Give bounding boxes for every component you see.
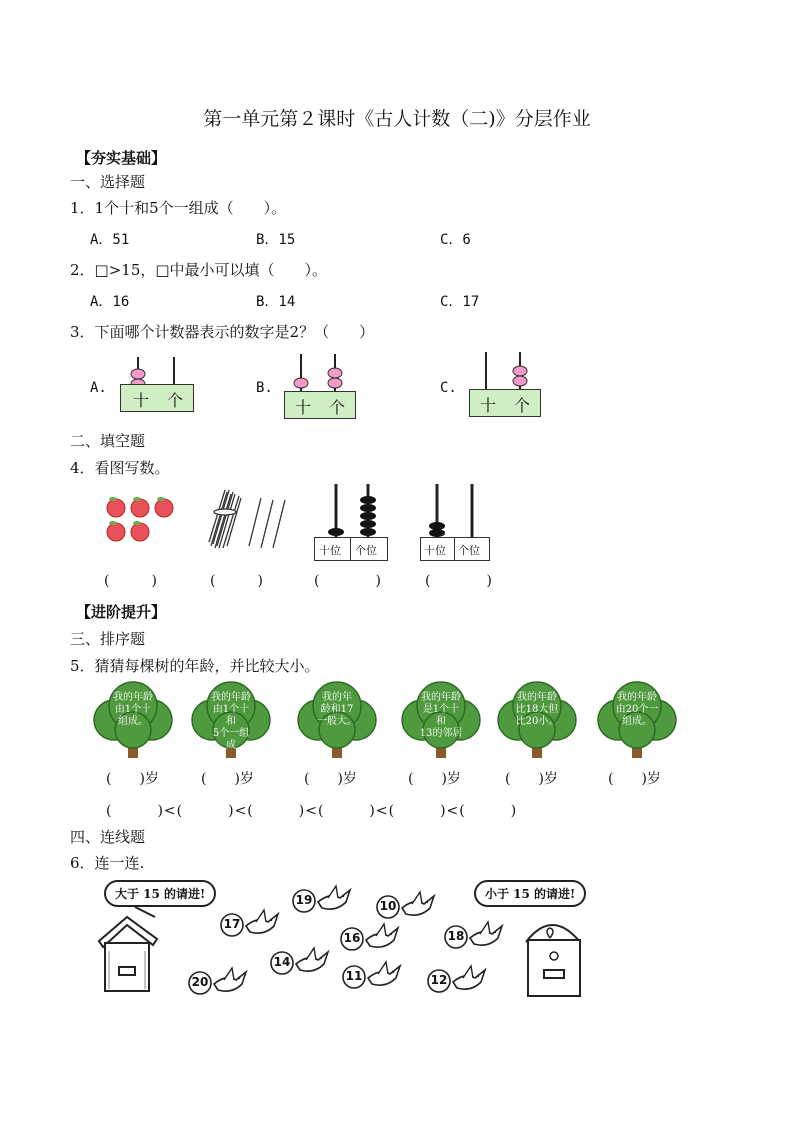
- counter-c-box: [469, 389, 541, 417]
- bird-number: 17: [223, 917, 241, 931]
- sticks-image: [205, 488, 290, 554]
- left-house-sign: 大于 15 的请进!: [104, 880, 216, 907]
- bird-19[interactable]: [290, 882, 356, 916]
- part4-heading: 四、连线题: [70, 828, 146, 846]
- counter-4a-rods: [314, 482, 390, 538]
- bird-number: 19: [295, 893, 313, 907]
- counter-4b-tens: 十位: [424, 544, 446, 557]
- counter-b-ones: 个: [329, 398, 346, 417]
- counter-b-tens: 十: [295, 398, 312, 417]
- q2-option-a[interactable]: A．16: [90, 294, 130, 310]
- peaches-image: [102, 494, 180, 546]
- bird-number: 20: [191, 975, 209, 989]
- q4-blank-2[interactable]: ( ): [210, 573, 263, 589]
- left-birdhouse: [95, 905, 165, 997]
- q2-option-b[interactable]: B．14: [256, 294, 296, 310]
- counter-4b-ones: 个位: [458, 544, 480, 557]
- bird-20[interactable]: [186, 964, 252, 998]
- section-basic: 【夯实基础】: [76, 149, 167, 167]
- tree-age-blank-6[interactable]: ( )岁: [608, 771, 661, 787]
- counter-c-ones: 个: [514, 396, 531, 415]
- q3-option-c[interactable]: C.: [440, 380, 457, 396]
- bird-number: 14: [273, 955, 291, 969]
- tree-age-blank-3[interactable]: ( )岁: [304, 771, 357, 787]
- right-birdhouse: [520, 912, 590, 998]
- bird-17[interactable]: [218, 906, 284, 940]
- tree-text-2: 我的年龄 由1个十和 5个一组成: [211, 692, 251, 751]
- counter-c-tens: 十: [480, 396, 497, 415]
- page-title: 第一单元第２课时《古人计数（二)》分层作业: [203, 108, 591, 130]
- question-1: 1．1个十和5个一组成（ ）。: [70, 199, 287, 217]
- compare-row[interactable]: ( )<( )<( )<( )<( )<( ): [106, 803, 518, 819]
- tree-age-blank-2[interactable]: ( )岁: [201, 771, 254, 787]
- bird-number: 16: [343, 931, 361, 945]
- counter-a-box: [120, 384, 194, 412]
- counter-4a-ones: 个位: [355, 544, 377, 557]
- counter-4b-box: [420, 537, 490, 561]
- part1-heading: 一、选择题: [70, 173, 146, 191]
- q2-option-c[interactable]: C．17: [440, 294, 480, 310]
- part3-heading: 三、排序题: [70, 630, 146, 648]
- tree-age-blank-5[interactable]: ( )岁: [505, 771, 558, 787]
- question-2: 2．□>15，□中最小可以填（ ）。: [70, 261, 328, 279]
- q4-blank-4[interactable]: ( ): [425, 573, 492, 589]
- bird-number: 12: [430, 973, 448, 987]
- bird-12[interactable]: [425, 962, 491, 996]
- q3-option-b[interactable]: B.: [256, 380, 273, 396]
- counter-b-box: [284, 391, 356, 419]
- question-3: 3．下面哪个计数器表示的数字是2？（ ）: [70, 323, 375, 341]
- tree-text-5: 我的年龄 比18大但 比20小。: [515, 692, 559, 727]
- tree-text-6: 我的年龄 由20个一 组成。: [615, 692, 659, 727]
- bird-number: 10: [379, 899, 397, 913]
- counter-a-tens: 十: [133, 391, 150, 410]
- q4-blank-3[interactable]: ( ): [314, 573, 381, 589]
- section-advanced: 【进阶提升】: [76, 603, 167, 621]
- bird-10[interactable]: [374, 888, 440, 922]
- bird-number: 11: [345, 969, 363, 983]
- bird-number: 18: [447, 929, 465, 943]
- bird-14[interactable]: [268, 944, 334, 978]
- q1-option-c[interactable]: C．6: [440, 232, 471, 248]
- counter-4a-tens: 十位: [319, 544, 341, 557]
- right-house-sign: 小于 15 的请进!: [474, 880, 586, 907]
- q3-option-a[interactable]: A.: [90, 380, 107, 396]
- counter-a-ones: 个: [167, 391, 184, 410]
- counter-4a-box: [314, 537, 388, 561]
- counter-4b-rods: [420, 482, 496, 538]
- question-6: 6．连一连.: [70, 854, 145, 872]
- bird-11[interactable]: [340, 958, 406, 992]
- q1-option-b[interactable]: B．15: [256, 232, 296, 248]
- part2-heading: 二、填空题: [70, 432, 146, 450]
- q4-blank-1[interactable]: ( ): [104, 573, 157, 589]
- tree-text-3: 我的年 龄和17 一般大。: [317, 692, 357, 727]
- bird-16[interactable]: [338, 920, 404, 954]
- tree-age-blank-1[interactable]: ( )岁: [106, 771, 159, 787]
- tree-text-4: 我的年龄 是1个十和 13的邻居: [419, 692, 463, 739]
- q1-option-a[interactable]: A．51: [90, 232, 130, 248]
- tree-text-1: 我的年龄 由1个十 组成。: [113, 692, 153, 727]
- bird-18[interactable]: [442, 918, 508, 952]
- tree-age-blank-4[interactable]: ( )岁: [408, 771, 461, 787]
- question-5: 5．猜猜每棵树的年龄，并比较大小。: [70, 657, 320, 675]
- question-4: 4．看图写数。: [70, 459, 170, 477]
